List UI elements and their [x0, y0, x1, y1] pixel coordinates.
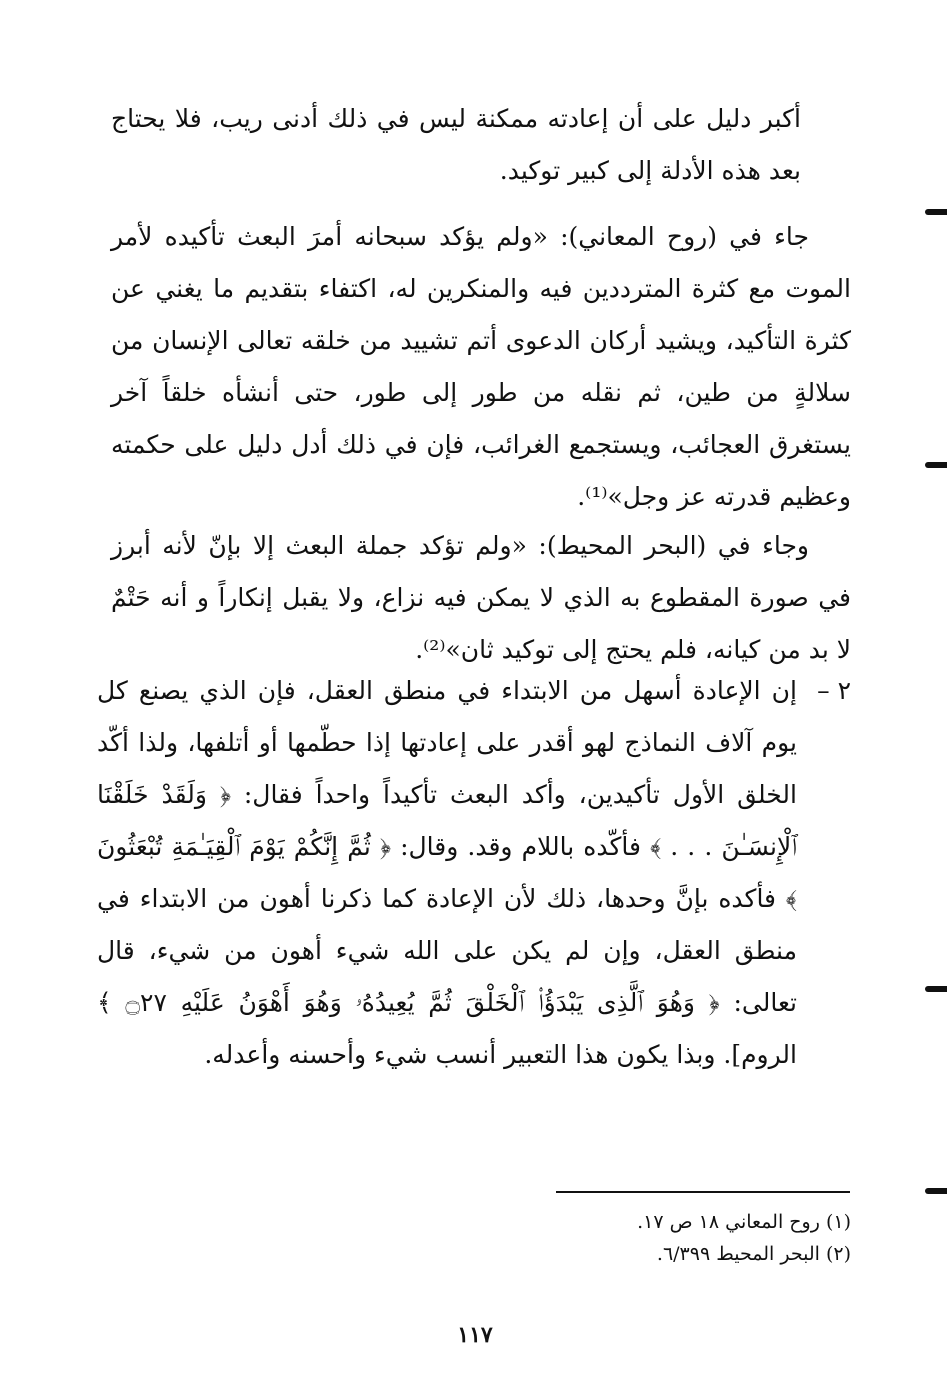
footnote-1: (١) روح المعاني ١٨ ص ١٧.	[637, 1211, 851, 1233]
paragraph-rouh-al-maani: جاء في (روح المعاني): «ولم يؤكد سبحانه أمرَ البعث تأكيده لأمر الموت مع كثرة المترددين فيه والمنكرين له، اكتفاء بتقديم ما يغني عن كثرة التأكيد، ويشيد أركان الدعوى أتم تشييد من خلقه تعالى الإنسان من سلالةٍ من طين، ثم نقله من طور إلى طور، حتى أنشأه خلقاً آخر يستغرق العجائب، ويستجمع الغرائب، فإن في ذلك أدل دليل على حكمته وعظيم قدرته عز وجل»⁽¹⁾.	[111, 222, 851, 511]
edge-mark	[925, 462, 947, 468]
item-number: ٢ –	[817, 676, 851, 705]
edge-mark	[925, 209, 947, 215]
paragraph-reinstatement: إن الإعادة أسهل من الابتداء في منطق العقل، فإن الذي يصنع كل يوم آلاف النماذج لهو أقدر على إعادتها إذا حطّمها أو أتلفها، ولذا أكّد الخلق الأول تأكيدين، وأكد البعث تأكيداً واحداً فقال: ﴿ وَلَقَدْ خَلَقْنَا ٱلْإِنسَـٰنَ . . . ﴾ فأكّده باللام وقد. وقال: ﴿ ثُمَّ إِنَّكُمْ يَوْمَ ٱلْقِيَـٰمَةِ تُبْعَثُونَ ﴾ فأكده بإنَّ وحدها، ذلك لأن الإعادة كما ذكرنا أهون من الابتداء في منطق العقل، وإن لم يكن على الله شيء أهون من شيء، قال تعالى: ﴿ وَهُوَ ٱلَّذِى يَبْدَؤُا۟ ٱلْخَلْقَ ثُمَّ يُعِيدُهُۥ وَهُوَ أَهْوَنُ عَلَيْهِ ۝٢٧ ﴾ الروم]. وبذا يكون هذا التعبير أنسب شيء وأحسنه وأعدله.	[97, 676, 797, 1069]
edge-mark	[925, 986, 947, 992]
footnote-divider	[556, 1191, 850, 1193]
page-number: ١١٧	[457, 1322, 493, 1348]
paragraph-al-bahr-al-muhit: وجاء في (البحر المحيط): «ولم تؤكد جملة البعث إلا بإنّ لأنه أبرز في صورة المقطوع به الذي لا يمكن فيه نزاع، ولا يقبل إنكاراً و أنه حَتْمٌ لا بد من كيانه، فلم يحتج إلى توكيد ثان»⁽²⁾.	[111, 531, 851, 664]
paragraph-1: أكبر دليل على أن إعادته ممكنة ليس في ذلك أدنى ريب، فلا يحتاج بعد هذه الأدلة إلى كبير توكيد.	[111, 104, 801, 185]
edge-mark	[925, 1188, 947, 1194]
footnote-2: (٢) البحر المحيط ٦/٣٩٩.	[656, 1243, 851, 1265]
numbered-item-2	[97, 665, 851, 1106]
footnotes	[451, 1206, 851, 1270]
